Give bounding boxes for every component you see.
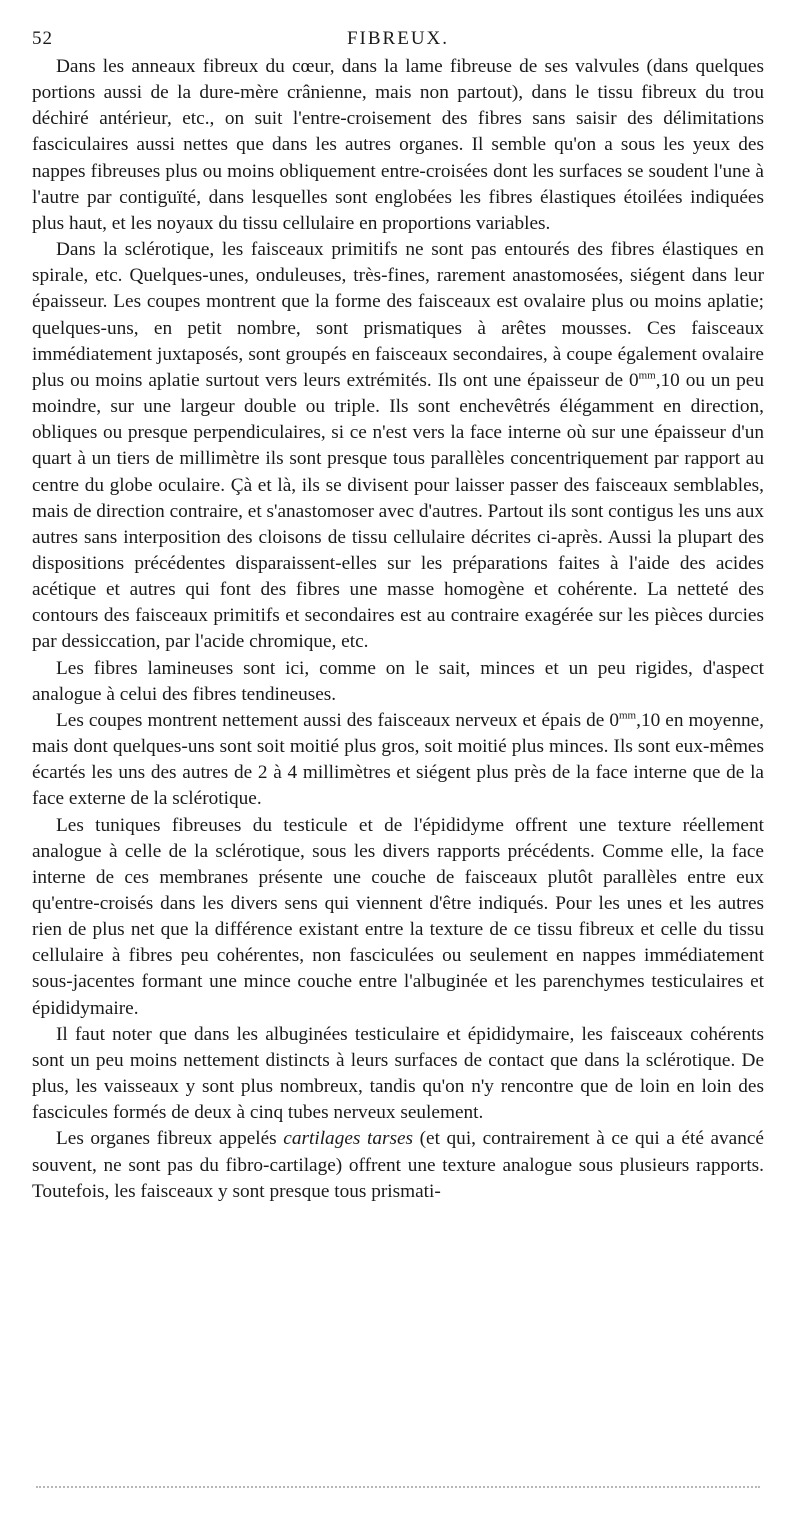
italic-term: cartilages tarses: [283, 1128, 414, 1150]
text-run: ,10 ou un peu moindre, sur une largeur double ou triple. Ils sont enchevêtrés élégamment en direction, obliques ou presque perpendiculaires, si ce n'est vers la face interne où sur une épaisseur d'un quart à un tiers de millimètre ils sont presque tous parallèles concentriquement par rapport au centre du globe oculaire. Çà et là, ils se divisent pour laisser passer des faisceaux semblables, mais de direction contraire, et s'anastomoser avec d'autres. Partout ils sont contigus les uns aux autres sans interposition des cloisons de tissu cellulaire décrites ci-après. Aussi la plupart des dispositions précédentes disparaissent-elles sur les préparations faites à l'aide des acides acétique et autres qui font des fibres une masse homogène et cohérente. La netteté des contours des faisceaux primitifs et secondaires est au contraire exagérée sur les pièces durcies par dessiccation, par l'acide chromique, etc.: [32, 369, 764, 653]
unit-superscript: mm: [638, 369, 656, 382]
text-run: Dans les anneaux fibreux du cœur, dans la lame fibreuse de ses valvules (dans quelques portions aussi de la dure-mère crânienne, mais non partout), dans le tissu fibreux du trou déchiré antérieur, etc., on suit l'entre-croisement des fibres sans saisir des délimitations fasciculaires aussi nettes que dans les autres organes. Il semble qu'on a sous les yeux des nappes fibreuses plus ou moins obliquement entre-croisées dont les surfaces se soudent l'une à l'autre par contiguïté, dans lesquelles sont englobées les fibres élastiques étoilées indiquées plus haut, et les noyaux du tissu cellulaire en proportions variables.: [32, 56, 764, 234]
text-run: Il faut noter que dans les albuginées testiculaire et épididymaire, les faisceaux cohérents sont un peu moins nettement distincts à leurs surfaces de contact que dans la sclérotique. De plus, les vaisseaux y sont plus nombreux, tandis qu'on n'y rencontre que de loin en loin des fascicules formés de deux à cinq tubes nerveux seulement.: [32, 1023, 764, 1124]
unit-superscript: mm: [619, 709, 637, 722]
paragraph: [32, 1022, 764, 1127]
paragraph: [32, 708, 764, 813]
footer-rule: [36, 1486, 760, 1488]
paragraph: [32, 54, 764, 237]
text-run: ,10 en moyenne, mais dont quelques-uns sont soit moitié plus gros, soit moitié plus minces. Ils sont eux-mêmes écartés les uns des autres de 2 à 4 millimètres et siégent plus près de la face interne que de la face externe de la sclérotique.: [32, 709, 765, 810]
text-run: Les organes fibreux appelés: [56, 1128, 284, 1150]
text-run: Les tuniques fibreuses du testicule et de l'épididyme offrent une texture réellement analogue à celle de la sclérotique, sous les divers rapports précédents. Comme elle, la face interne de ces membranes présente une couche de faisceaux plutôt parallèles entre eux qu'entre-croisés dans les divers sens qui viennent d'être indiqués. Pour les unes et les autres rien de plus net que la différence existant entre la texture de ce tissu fibreux et celle du tissu cellulaire à fibres peu cohérentes, non fasciculées ou seulement en nappes immédiatement sous-jacentes formant une mince couche entre l'albuginée et les parenchymes testiculaires et épididymaire.: [32, 814, 764, 1019]
text-run: Les coupes montrent nettement aussi des faisceaux nerveux et épais de 0: [56, 709, 619, 731]
paragraph: [32, 237, 764, 656]
paragraph: [32, 813, 764, 1022]
text-run: Les fibres lamineuses sont ici, comme on le sait, minces et un peu rigides, d'aspect analogue à celui des fibres tendineuses.: [32, 657, 764, 705]
paragraph: [32, 1126, 764, 1204]
book-page: [32, 28, 764, 1205]
paragraph: [32, 656, 764, 708]
page-number: 52: [32, 28, 53, 49]
body-text: [32, 54, 764, 1205]
running-title: FIBREUX.: [346, 28, 450, 49]
text-run: Dans la sclérotique, les faisceaux primitifs ne sont pas entourés des fibres élastiques en spirale, etc. Quelques-unes, onduleuses, très-fines, rarement anastomosées, siégent dans leur épaisseur. Les coupes montrent que la forme des faisceaux est ovalaire plus ou moins aplatie; quelques-uns, en petit nombre, sont prismatiques à arêtes mousses. Ces faisceaux immédiatement juxtaposés, sont groupés en faisceaux secondaires, à coupe également ovalaire plus ou moins aplatie surtout vers leurs extrémités. Ils ont une épaisseur de 0: [32, 239, 764, 391]
text-run: (et qui, contrairement à ce qui a été avancé souvent, ne sont pas du fibro-cartilage) offrent une texture analogue sous plusieurs rapports. Toutefois, les faisceaux y sont presque tous prismati-: [32, 1128, 764, 1202]
page-header: [32, 28, 764, 54]
